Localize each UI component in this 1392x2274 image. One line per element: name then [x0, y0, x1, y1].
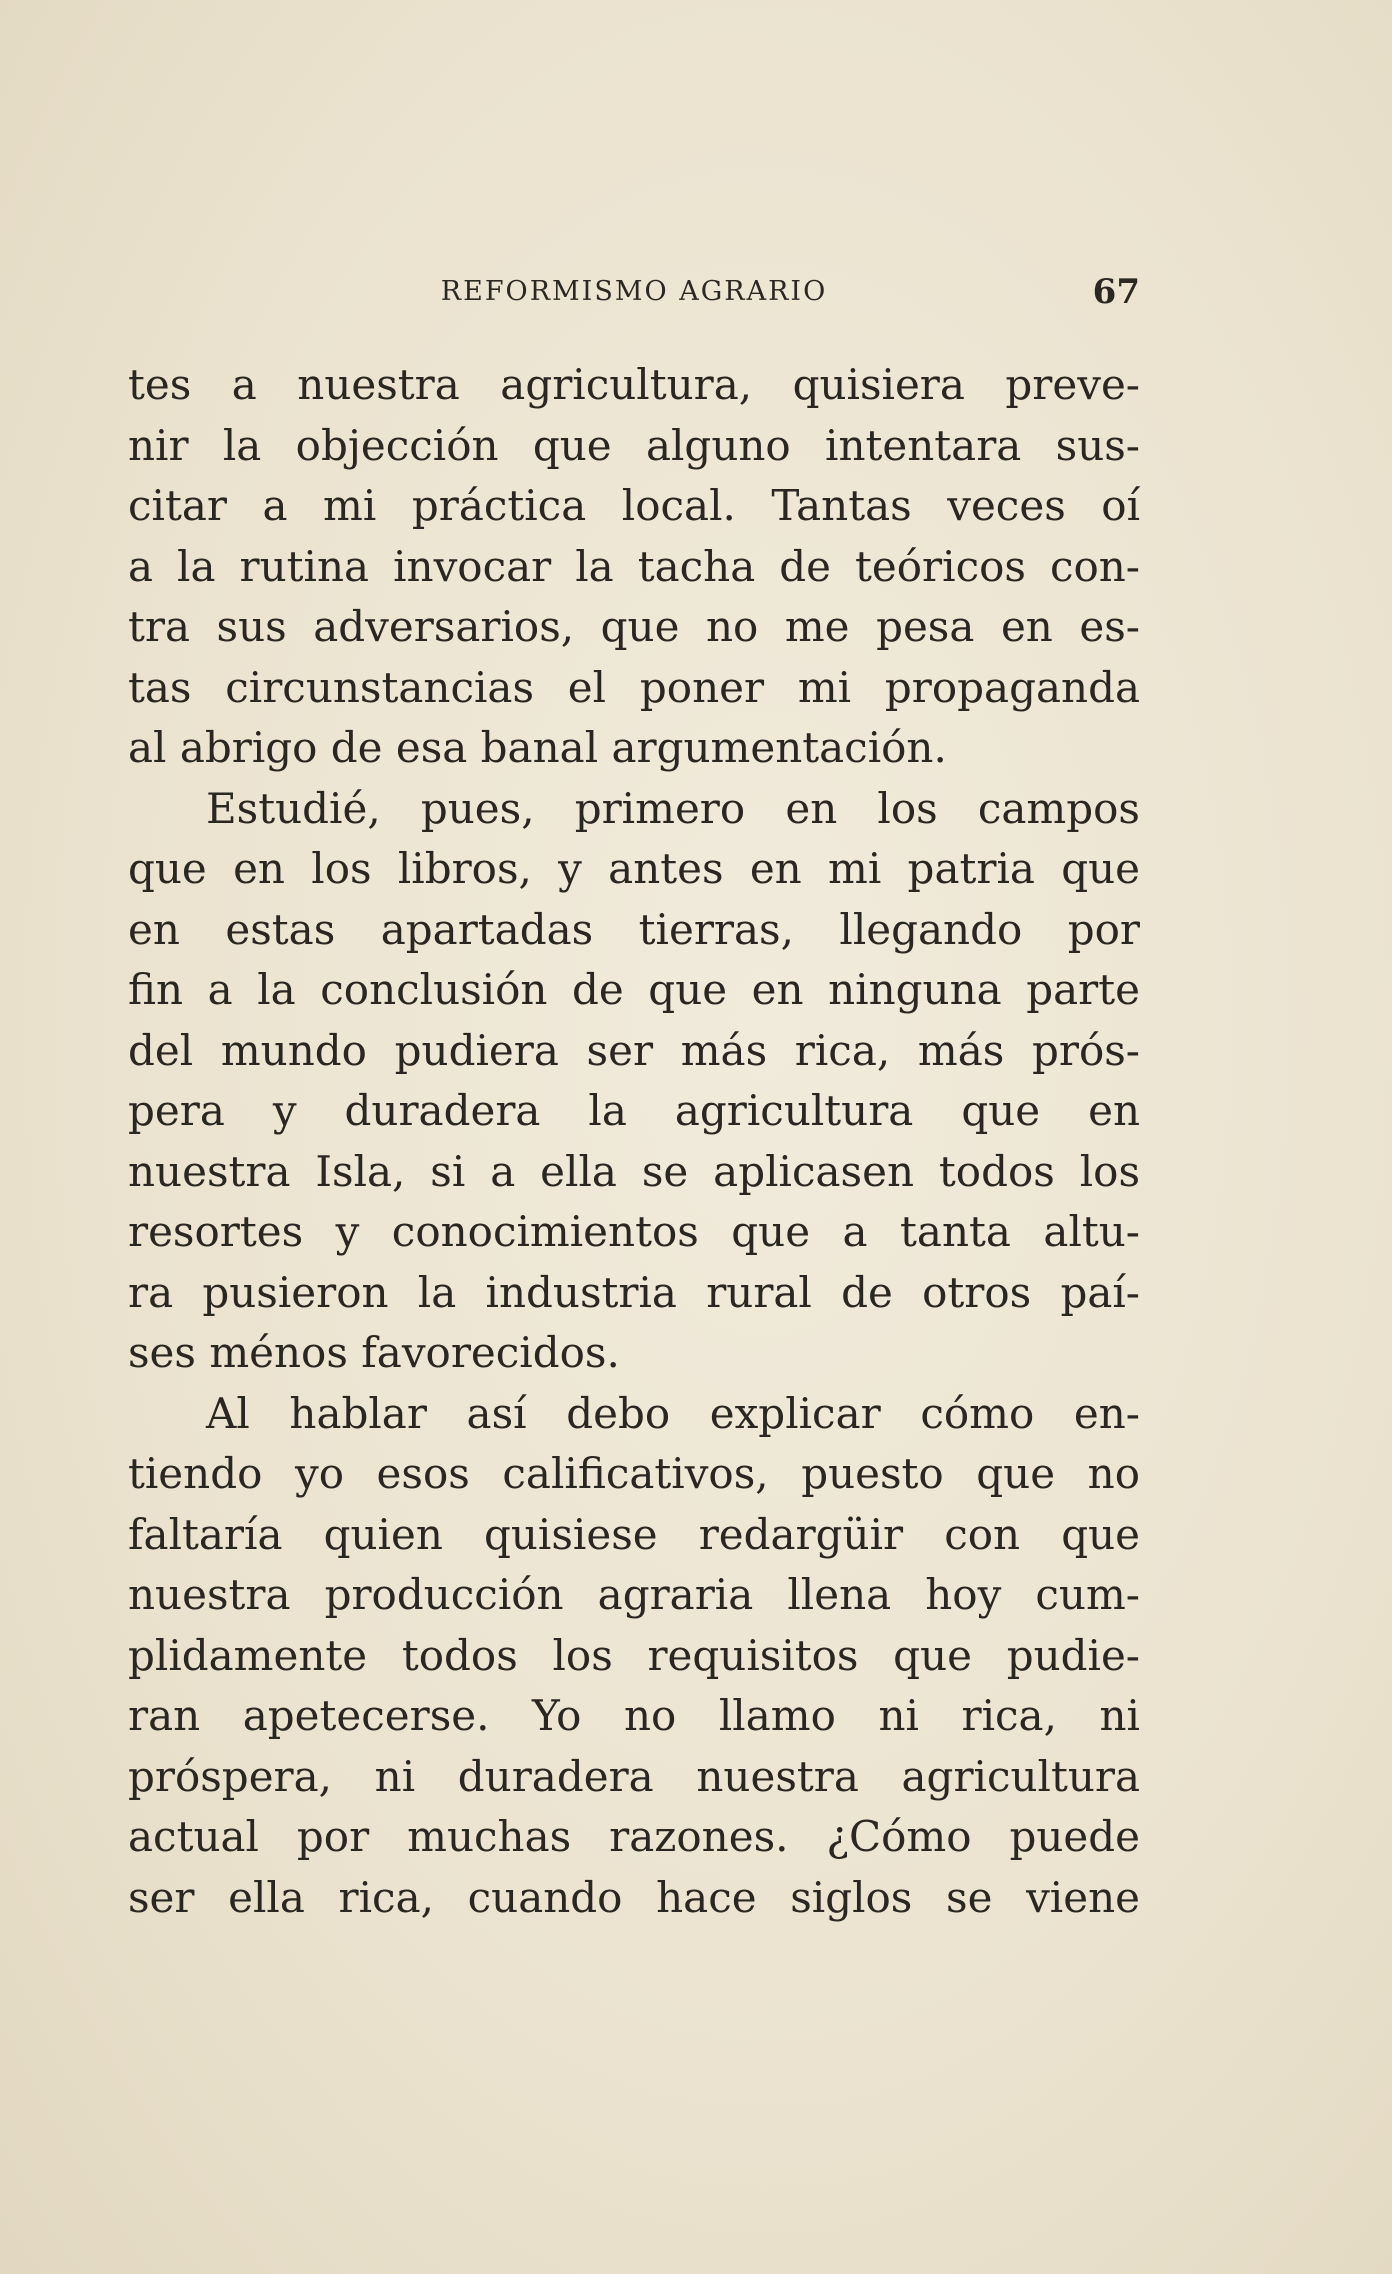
running-head	[128, 268, 1140, 318]
text-line: ses ménos favorecidos.	[128, 1328, 620, 1377]
text-line: tes a nuestra agricultura, quisiera preve-	[128, 360, 1140, 409]
text-line: nuestra Isla, si a ella se aplicasen todos los	[128, 1146, 1140, 1196]
text-line: tas circunstancias el poner mi propaganda	[128, 662, 1140, 712]
text-line: pera y duradera la agricultura que en	[128, 1086, 1140, 1135]
text-line: tra sus adversarios, que no me pesa en es-	[128, 602, 1140, 651]
text-line: próspera, ni duradera nuestra agricultura	[128, 1751, 1140, 1801]
text-line: que en los libros, y antes en mi patria que	[128, 844, 1140, 893]
text-line: plidamente todos los requisitos que pudie-	[128, 1630, 1140, 1680]
text-line: resortes y conocimientos que a tanta altu-	[128, 1207, 1140, 1256]
text-line: nuestra producción agraria llena hoy cum-	[128, 1570, 1140, 1619]
text-line: a la rutina invocar la tacha de teóricos con-	[128, 541, 1140, 591]
text-line: citar a mi práctica local. Tantas veces oí	[128, 481, 1140, 530]
text-line: tiendo yo esos calificativos, puesto que no	[128, 1449, 1140, 1498]
text-line: faltaría quien quisiese redargüir con que	[128, 1509, 1140, 1559]
text-line: Estudié, pues, primero en los campos	[206, 783, 1140, 833]
text-line: del mundo pudiera ser más rica, más prós-	[128, 1025, 1140, 1075]
text-line: nir la objección que alguno intentara sus-	[128, 420, 1140, 470]
text-line: Al hablar así debo explicar cómo en-	[206, 1388, 1140, 1438]
text-line: en estas apartadas tierras, llegando por	[128, 904, 1140, 954]
text-line: actual por muchas razones. ¿Cómo puede	[128, 1812, 1140, 1861]
text-line: fin a la conclusión de que en ninguna parte	[128, 965, 1140, 1014]
body-text	[128, 355, 1140, 1928]
running-title: REFORMISMO AGRARIO	[440, 276, 828, 307]
page-number: 67	[1092, 272, 1140, 312]
text-line: ser ella rica, cuando hace siglos se viene	[128, 1872, 1140, 1922]
text-line: ran apetecerse. Yo no llamo ni rica, ni	[128, 1691, 1140, 1740]
text-line: ra pusieron la industria rural de otros paí-	[128, 1267, 1140, 1317]
text-line: al abrigo de esa banal argumentación.	[128, 723, 947, 772]
